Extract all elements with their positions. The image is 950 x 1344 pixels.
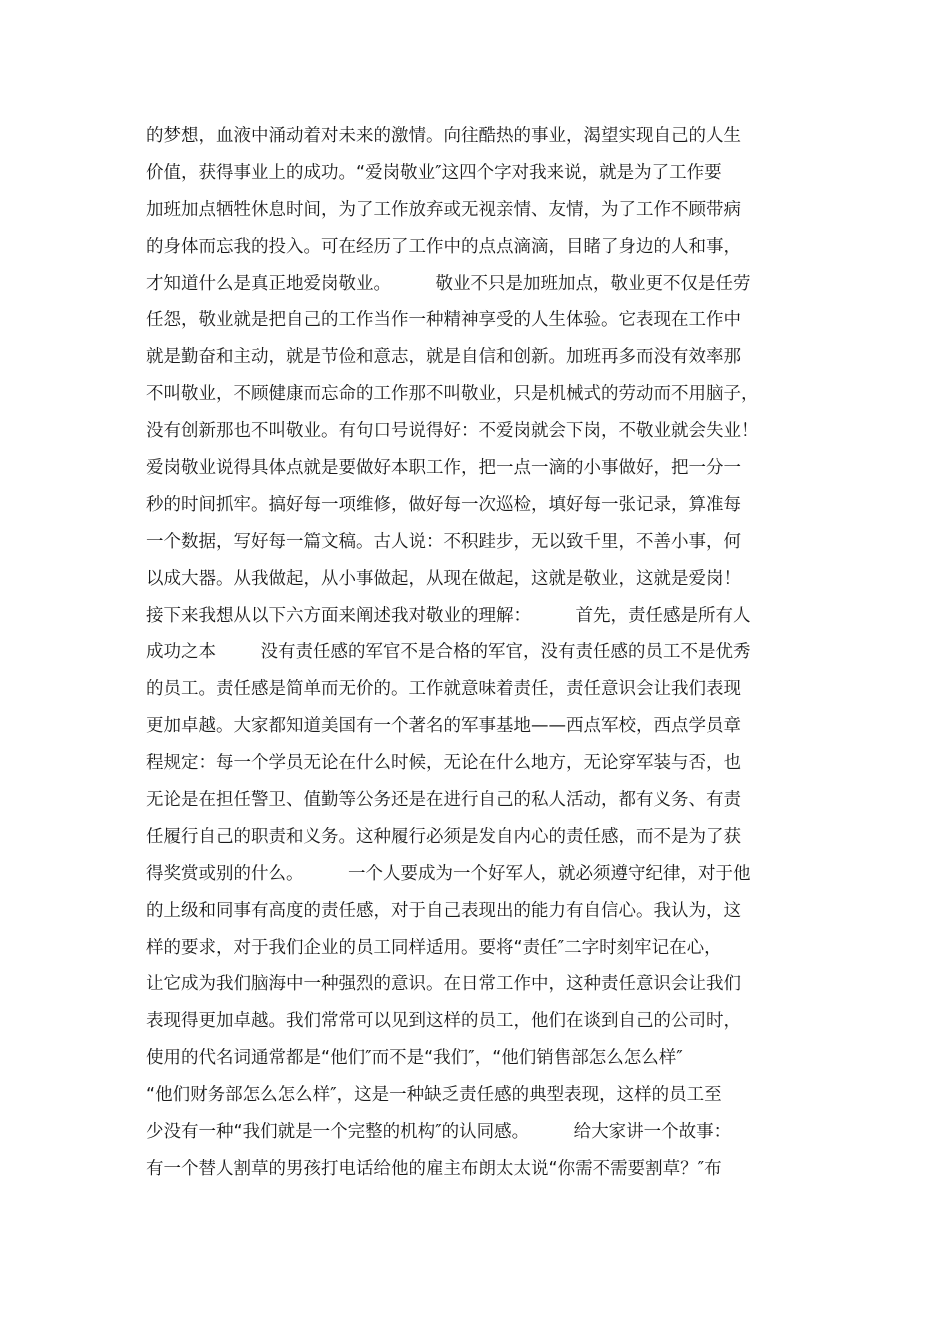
text-line: 接下来我想从以下六方面来阐述我对敬业的理解： 首先，责任感是所有人 <box>146 605 751 626</box>
text-line: 得奖赏或别的什么。 一个人要成为一个好军人，就必须遵守纪律，对于他 <box>146 863 751 884</box>
text-line: 的身体而忘我的投入。可在经历了工作中的点点滴滴，目睹了身边的人和事， <box>146 236 741 257</box>
text-line: 任怨，敬业就是把自己的工作当作一种精神享受的人生体验。它表现在工作中 <box>146 310 741 331</box>
text-line: 表现得更加卓越。我们常常可以见到这样的员工，他们在谈到自己的公司时， <box>146 1011 741 1032</box>
text-line: 秒的时间抓牢。搞好每一项维修，做好每一次巡检，填好每一张记录，算准每 <box>146 494 741 515</box>
text-line: 就是勤奋和主动，就是节俭和意志，就是自信和创新。加班再多而没有效率那 <box>146 347 741 368</box>
text-line: 以成大器。从我做起，从小事做起，从现在做起，这就是敬业，这就是爱岗！ <box>146 568 741 589</box>
text-line: 使用的代名词通常都是“他们″而不是“我们″，“他们销售部怎么怎么样″ <box>146 1048 683 1069</box>
text-line: 才知道什么是真正地爱岗敬业。 敬业不只是加班加点，敬业更不仅是任劳 <box>146 273 751 294</box>
text-line: “他们财务部怎么怎么样″，这是一种缺乏责任感的典型表现，这样的员工至 <box>146 1085 722 1106</box>
text-line: 少没有一种“我们就是一个完整的机构″的认同感。 给大家讲一个故事： <box>146 1122 732 1143</box>
text-line: 任履行自己的职责和义务。这种履行必须是发自内心的责任感，而不是为了获 <box>146 826 741 847</box>
text-line: 没有创新那也不叫敬业。有句口号说得好：不爱岗就会下岗，不敬业就会失业！ <box>146 421 759 442</box>
text-line: 加班加点牺牲休息时间，为了工作放弃或无视亲情、友情，为了工作不顾带病 <box>146 199 741 220</box>
text-line: 不叫敬业，不顾健康而忘命的工作那不叫敬业，只是机械式的劳动而不用脑子， <box>146 384 759 405</box>
text-line: 无论是在担任警卫、值勤等公务还是在进行自己的私人活动，都有义务、有责 <box>146 790 741 811</box>
text-line: 的梦想，血液中涌动着对未来的激情。向往酷热的事业，渴望实现自己的人生 <box>146 126 741 146</box>
text-line: 更加卓越。大家都知道美国有一个著名的军事基地——西点军校，西点学员章 <box>146 716 741 737</box>
text-line: 样的要求，对于我们企业的员工同样适用。要将“责任″二字时刻牢记在心， <box>146 937 722 958</box>
text-line: 的上级和同事有高度的责任感，对于自己表现出的能力有自信心。我认为，这 <box>146 900 741 921</box>
text-line: 一个数据，写好每一篇文稿。古人说：不积跬步，无以致千里，不善小事，何 <box>146 531 741 552</box>
text-line: 成功之本 没有责任感的军官不是合格的军官，没有责任感的员工不是优秀 <box>146 642 751 663</box>
body-text <box>146 118 806 1188</box>
text-line: 让它成为我们脑海中一种强烈的意识。在日常工作中，这种责任意识会让我们 <box>146 974 741 995</box>
text-line: 有一个替人割草的男孩打电话给他的雇主布朗太太说“你需不需要割草？″布 <box>146 1158 722 1179</box>
text-line: 爱岗敬业说得具体点就是要做好本职工作，把一点一滴的小事做好，把一分一 <box>146 458 741 479</box>
text-line: 价值，获得事业上的成功。“爱岗敬业″这四个字对我来说，就是为了工作要 <box>146 162 722 183</box>
text-line: 程规定：每一个学员无论在什么时候，无论在什么地方，无论穿军装与否，也 <box>146 753 741 774</box>
text-line: 的员工。责任感是简单而无价的。工作就意味着责任，责任意识会让我们表现 <box>146 679 741 700</box>
